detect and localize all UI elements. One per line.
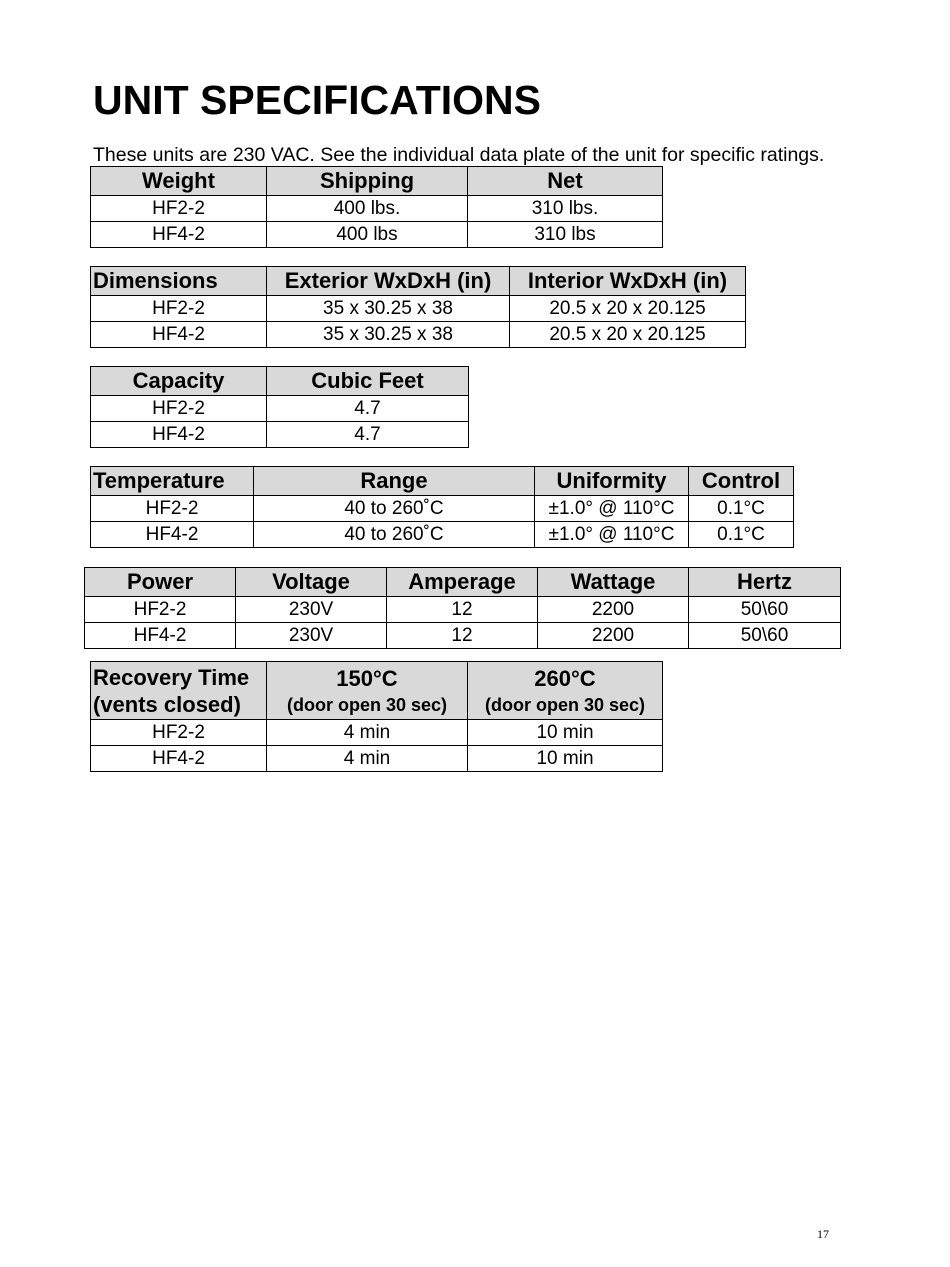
table-row xyxy=(91,196,663,222)
cubic-feet-cell: 4.7 xyxy=(267,396,469,422)
table-row xyxy=(85,597,841,623)
wattage-header: Wattage xyxy=(538,568,689,597)
table-row xyxy=(91,746,663,772)
capacity-table xyxy=(90,366,469,448)
temperature-table xyxy=(90,466,794,548)
recovery-150-cell: 4 min xyxy=(267,720,468,746)
table-header-row xyxy=(91,167,663,196)
model-cell: HF2-2 xyxy=(91,496,254,522)
interior-cell: 20.5 x 20 x 20.125 xyxy=(510,296,746,322)
exterior-cell: 35 x 30.25 x 38 xyxy=(267,296,510,322)
amperage-cell: 12 xyxy=(387,623,538,649)
recovery-260-cell: 10 min xyxy=(468,746,663,772)
table-row xyxy=(91,496,794,522)
model-cell: HF2-2 xyxy=(91,296,267,322)
capacity-header: Capacity xyxy=(91,367,267,396)
weight-table xyxy=(90,166,663,248)
table-row xyxy=(85,623,841,649)
table-row xyxy=(91,522,794,548)
cubic-feet-header: Cubic Feet xyxy=(267,367,469,396)
recovery-150-temp: 150°C xyxy=(336,665,398,691)
uniformity-cell: ±1.0° @ 110°C xyxy=(535,522,689,548)
dimensions-header: Dimensions xyxy=(91,267,267,296)
table-header-row xyxy=(91,367,469,396)
model-cell: HF2-2 xyxy=(85,597,236,623)
table-header-row xyxy=(91,467,794,496)
recovery-260-header xyxy=(468,662,663,720)
recovery-time-header-line1: Recovery Time xyxy=(93,664,250,690)
recovery-260-temp: 260°C xyxy=(534,665,596,691)
recovery-150-cell: 4 min xyxy=(267,746,468,772)
model-cell: HF4-2 xyxy=(91,522,254,548)
shipping-header: Shipping xyxy=(267,167,468,196)
power-header: Power xyxy=(85,568,236,597)
interior-cell: 20.5 x 20 x 20.125 xyxy=(510,322,746,348)
model-cell: HF2-2 xyxy=(91,396,267,422)
uniformity-header: Uniformity xyxy=(535,467,689,496)
wattage-cell: 2200 xyxy=(538,597,689,623)
recovery-150-note: (door open 30 sec) xyxy=(286,694,448,715)
hertz-cell: 50\60 xyxy=(689,623,841,649)
weight-header: Weight xyxy=(91,167,267,196)
table-row xyxy=(91,720,663,746)
model-cell: HF4-2 xyxy=(91,422,267,448)
page-title: UNIT SPECIFICATIONS xyxy=(93,77,541,123)
net-weight-cell: 310 lbs xyxy=(468,222,663,248)
amperage-cell: 12 xyxy=(387,597,538,623)
control-cell: 0.1°C xyxy=(689,522,794,548)
voltage-cell: 230V xyxy=(236,597,387,623)
page-number: 17 xyxy=(817,1227,829,1241)
recovery-150-header xyxy=(267,662,468,720)
model-cell: HF2-2 xyxy=(91,196,267,222)
control-cell: 0.1°C xyxy=(689,496,794,522)
range-cell: 40 to 260˚C xyxy=(254,496,535,522)
recovery-time-header xyxy=(91,662,267,720)
exterior-cell: 35 x 30.25 x 38 xyxy=(267,322,510,348)
model-cell: HF4-2 xyxy=(85,623,236,649)
table-row xyxy=(91,422,469,448)
recovery-260-cell: 10 min xyxy=(468,720,663,746)
table-row xyxy=(91,222,663,248)
model-cell: HF4-2 xyxy=(91,322,267,348)
exterior-header: Exterior WxDxH (in) xyxy=(267,267,510,296)
dimensions-table xyxy=(90,266,746,348)
temperature-header: Temperature xyxy=(91,467,254,496)
range-cell: 40 to 260˚C xyxy=(254,522,535,548)
intro-text: These units are 230 VAC. See the individual data plate of the unit for specific ratings. xyxy=(93,144,825,166)
wattage-cell: 2200 xyxy=(538,623,689,649)
table-row xyxy=(91,396,469,422)
table-row xyxy=(91,296,746,322)
uniformity-cell: ±1.0° @ 110°C xyxy=(535,496,689,522)
recovery-260-note: (door open 30 sec) xyxy=(484,694,646,715)
voltage-cell: 230V xyxy=(236,623,387,649)
power-table xyxy=(84,567,841,649)
table-row xyxy=(91,322,746,348)
voltage-header: Voltage xyxy=(236,568,387,597)
table-header-row xyxy=(91,662,663,720)
interior-header: Interior WxDxH (in) xyxy=(510,267,746,296)
hertz-cell: 50\60 xyxy=(689,597,841,623)
hertz-header: Hertz xyxy=(689,568,841,597)
cubic-feet-cell: 4.7 xyxy=(267,422,469,448)
shipping-weight-cell: 400 lbs xyxy=(267,222,468,248)
shipping-weight-cell: 400 lbs. xyxy=(267,196,468,222)
model-cell: HF4-2 xyxy=(91,746,267,772)
net-weight-cell: 310 lbs. xyxy=(468,196,663,222)
recovery-time-header-line2: (vents closed) xyxy=(93,691,241,717)
table-header-row xyxy=(91,267,746,296)
table-header-row xyxy=(85,568,841,597)
recovery-time-table xyxy=(90,661,663,772)
model-cell: HF2-2 xyxy=(91,720,267,746)
control-header: Control xyxy=(689,467,794,496)
model-cell: HF4-2 xyxy=(91,222,267,248)
range-header: Range xyxy=(254,467,535,496)
amperage-header: Amperage xyxy=(387,568,538,597)
net-header: Net xyxy=(468,167,663,196)
